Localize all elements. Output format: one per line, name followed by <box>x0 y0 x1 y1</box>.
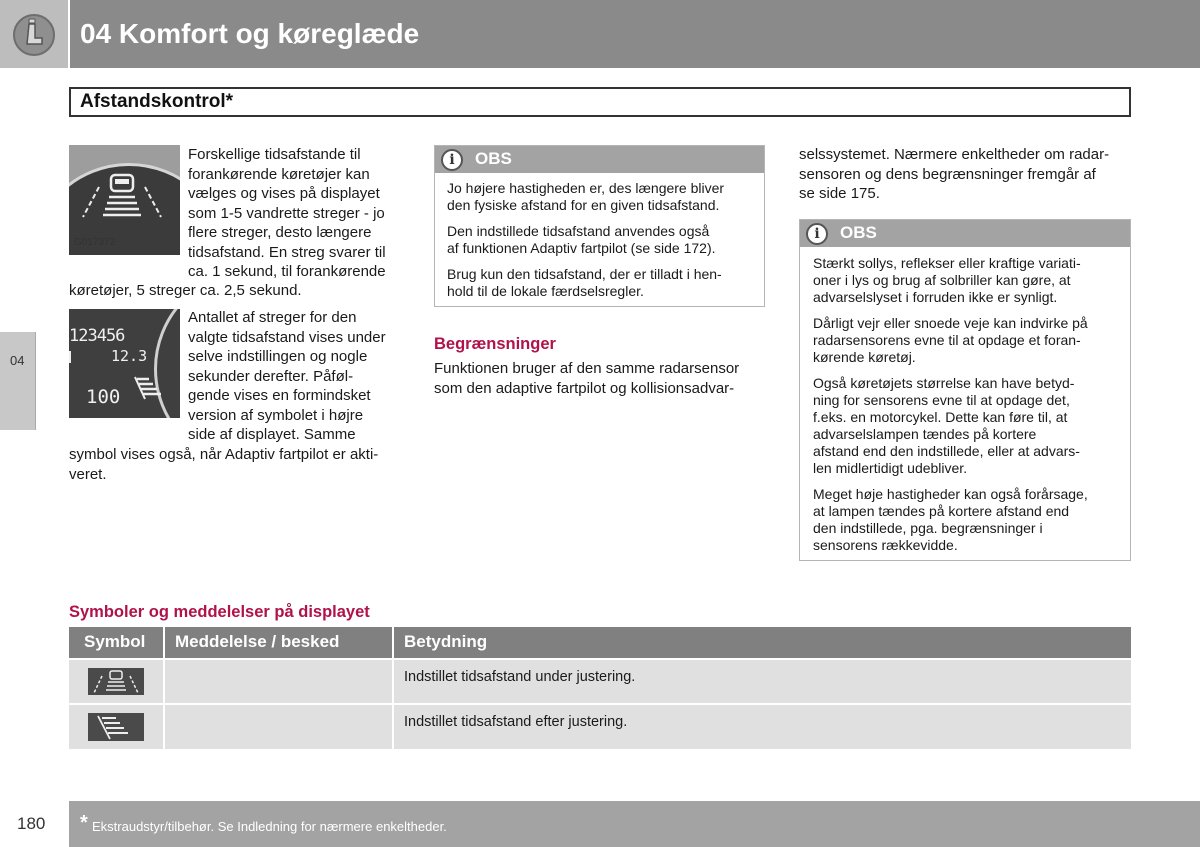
distance-bars-small-icon <box>133 375 167 401</box>
dial-rim <box>154 309 180 418</box>
section-title: Afstandskontrol* <box>80 91 234 112</box>
table-row-1-message-cell <box>165 660 392 703</box>
table-row-1-meaning: Indstillet tidsafstand under justering. <box>404 669 636 685</box>
limitations-text: Funktionen bruger af den samme radarsensor som den adaptive fartpilot og kollisionsadvar- <box>434 360 740 397</box>
table-row-2-meaning: Indstillet tidsafstand efter justering. <box>404 714 628 730</box>
col-divider <box>392 627 394 658</box>
col1-para1: Forskellige tidsafstande til forankørende køretøjer kan vælges og vises på displayet som 1-5 vandrette streger - jo flere streger, desto længere tidsafstand. En streg svarer til ca. 1 sekund, til forankørende <box>188 146 386 280</box>
col-header-message: Meddelelse / besked <box>175 632 340 651</box>
chapter-icon-box <box>0 0 68 68</box>
trip-text: 12.3 <box>111 347 148 365</box>
page-number: 180 <box>17 814 46 833</box>
odometer-text: 123456 <box>69 326 125 346</box>
col1-para2-end: symbol vises også, når Adaptiv fartpilot er akti- veret. <box>69 446 379 483</box>
info-icon: i <box>806 223 828 245</box>
car-distance-adjusting-icon <box>88 668 144 695</box>
footnote-text: Ekstraudstyr/tilbehør. Se Indledning for nærmere enkeltheder. <box>92 819 447 834</box>
tick-mark <box>69 351 71 363</box>
speed-text: 100 <box>86 386 121 408</box>
limitations-heading: Begrænsninger <box>434 335 556 353</box>
table-row-2-symbol-cell <box>69 705 163 749</box>
obs2-para1: Stærkt sollys, reflekser eller kraftige variati- oner i lys og brug af solbriller kan gøre, at advarselslyset i forruden ikke er synligt. <box>813 255 1081 305</box>
obs2-para3: Også køretøjets størrelse kan have betyd- ning for sensorens evne til at opdage det, f.eks. en motorcykel. Dette kan føre til, at advarselslampen tændes på kortere afstand end den indstillede, eller at advars- len midlertidigt udebliver. <box>813 375 1080 476</box>
seat-icon <box>13 14 55 56</box>
obs2-para2: Dårligt vejr eller snoede veje kan indvirke på radarsensorens evne til at opdage et foran- kørende køretøj. <box>813 315 1088 365</box>
footnote-star: * <box>80 812 88 834</box>
col-divider <box>163 627 165 658</box>
col-header-symbol: Symbol <box>84 632 146 651</box>
obs1-para1: Jo højere hastigheden er, des længere bliver den fysiske afstand for en given tidsafstand. <box>447 180 725 213</box>
chapter-title: 04 Komfort og køreglæde <box>80 18 420 49</box>
obs2-para4: Meget høje hastigheder kan også forårsage, at lampen tændes på kortere afstand end den indstillede, pga. begrænsninger i sensorens rækkevidde. <box>813 486 1088 553</box>
display-figure-distance <box>69 145 180 255</box>
symbols-heading: Symboler og meddelelser på displayet <box>69 603 370 621</box>
obs1-para2: Den indstillede tidsafstand anvendes også af funktionen Adaptiv fartpilot (se side 172). <box>447 223 716 256</box>
display-figure-speed <box>69 309 180 418</box>
distance-bars-icon <box>88 713 144 741</box>
col3-text: selssystemet. Nærmere enkeltheder om radar- sensoren og dens begrænsninger fremgår af se side 175. <box>799 146 1110 202</box>
chapter-side-tab <box>0 332 36 430</box>
obs-title: OBS <box>840 223 877 242</box>
table-row-1-symbol-cell <box>69 660 163 703</box>
col1-para1-end: køretøjer, 5 streger ca. 2,5 sekund. <box>69 282 302 299</box>
obs1-para3: Brug kun den tidsafstand, der er tilladt i hen- hold til de lokale færdselsregler. <box>447 266 722 299</box>
info-icon: i <box>441 149 463 171</box>
col-header-meaning: Betydning <box>404 632 488 651</box>
obs-title: OBS <box>475 149 512 168</box>
figure-code: G017372 <box>74 237 116 248</box>
col1-para2: Antallet af streger for den valgte tidsafstand vises under selve indstillingen og nogle sekunder derefter. Påføl- gende vises en formindsket version af symbolet i højre side af displayet. Samme <box>188 309 386 443</box>
chapter-side-tab-label: 04 <box>10 353 25 368</box>
table-row-2-message-cell <box>165 705 392 749</box>
